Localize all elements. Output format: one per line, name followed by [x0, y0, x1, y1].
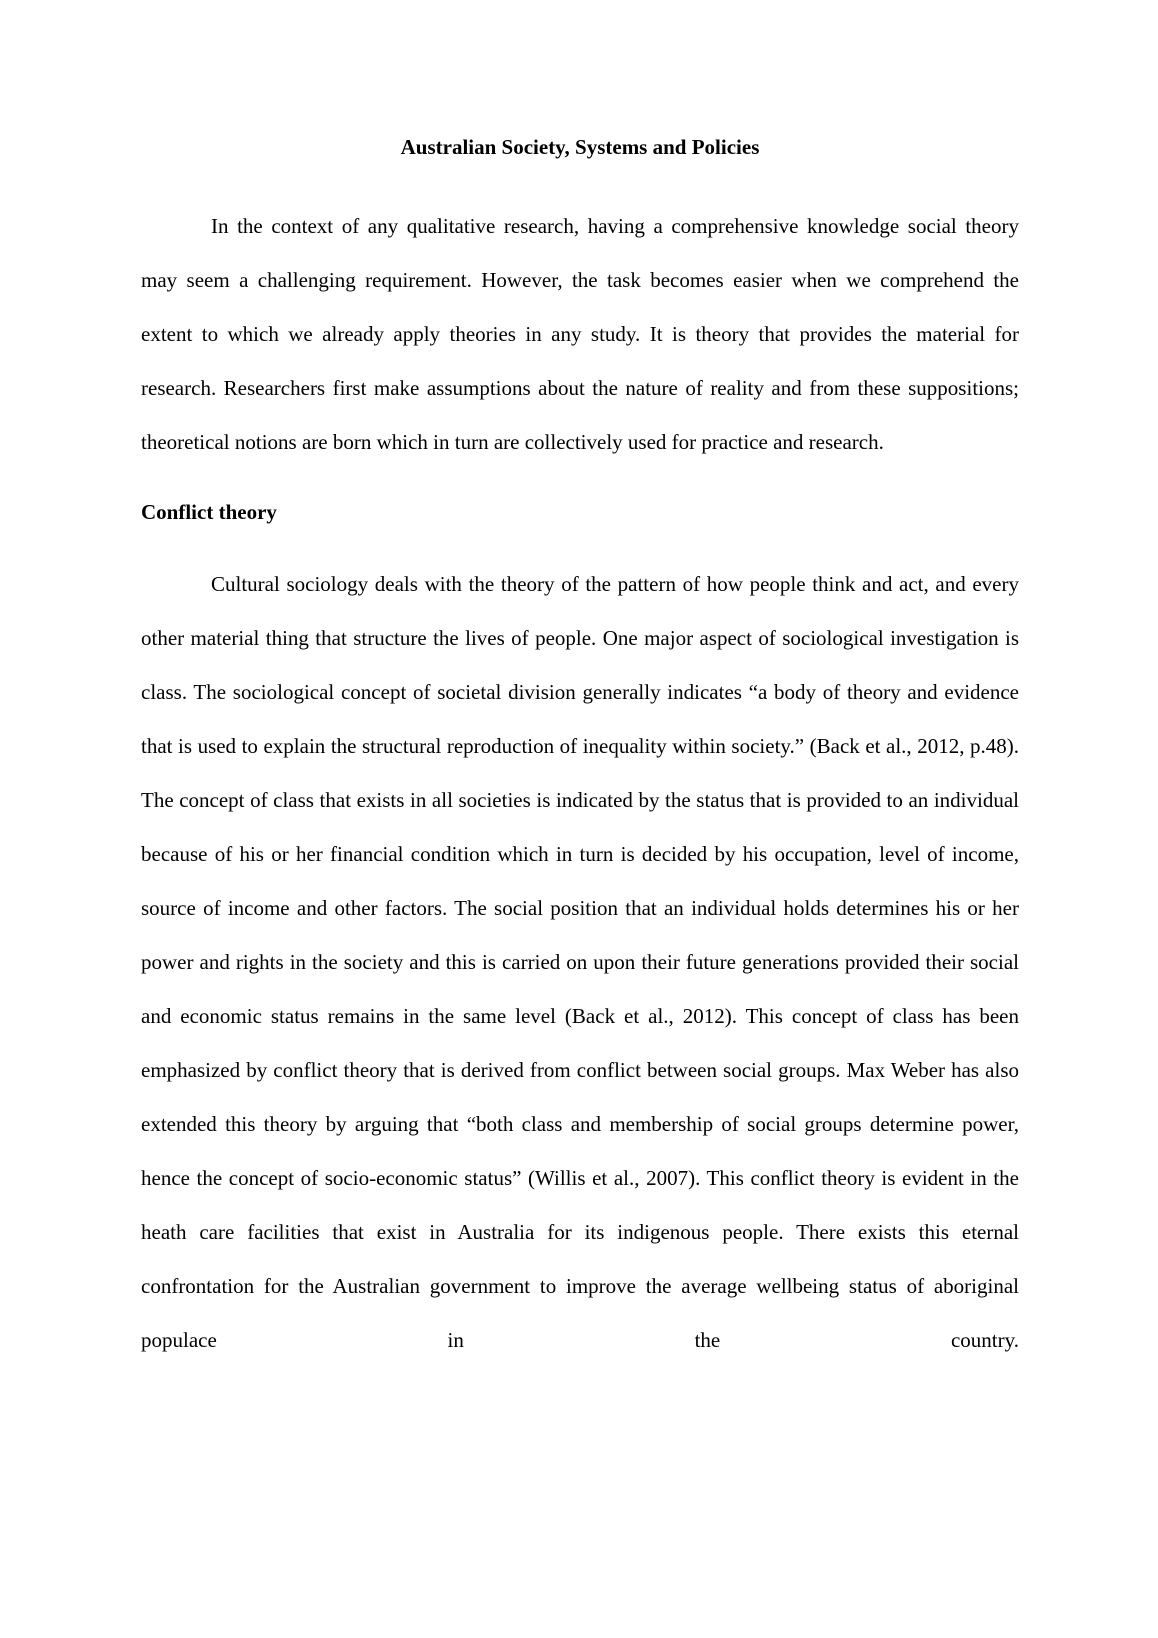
section-heading-conflict-theory: Conflict theory — [141, 500, 277, 524]
document-body — [141, 132, 1019, 1367]
intro-paragraph: In the context of any qualitative research, having a comprehensive knowledge social theory may seem a challenging requirement. However, the task becomes easier when we comprehend the extent to which we already apply theories in any study. It is theory that provides the material for research. Researchers first make assumptions about the nature of reality and from these suppositions; theoretical notions are born which in turn are collectively used for practice and research. — [141, 214, 1019, 454]
conflict-theory-paragraph: Cultural sociology deals with the theory of the pattern of how people think and act, and every other material thing that structure the lives of people. One major aspect of sociological investigation is class. The sociological concept of societal division generally indicates “a body of theory and evidence that is used to explain the structural reproduction of inequality within society.” (Back et al., 2012, p.48). The concept of class that exists in all societies is indicated by the status that is provided to an individual because of his or her financial condition which in turn is decided by his occupation, level of income, source of income and other factors. The social position that an individual holds determines his or her power and rights in the society and this is carried on upon their future generations provided their social and economic status remains in the same level (Back et al., 2012). This concept of class has been emphasized by conflict theory that is derived from conflict between social groups. Max Weber has also extended this theory by arguing that “both class and membership of social groups determine power, hence the concept of socio-economic status” (Willis et al., 2007). This conflict theory is evident in the heath care facilities that exist in Australia for its indigenous people. There exists this eternal confrontation for the Australian government to improve the average wellbeing status of aboriginal populace in the country. — [141, 572, 1019, 1352]
document-title: Australian Society, Systems and Policies — [400, 135, 760, 159]
